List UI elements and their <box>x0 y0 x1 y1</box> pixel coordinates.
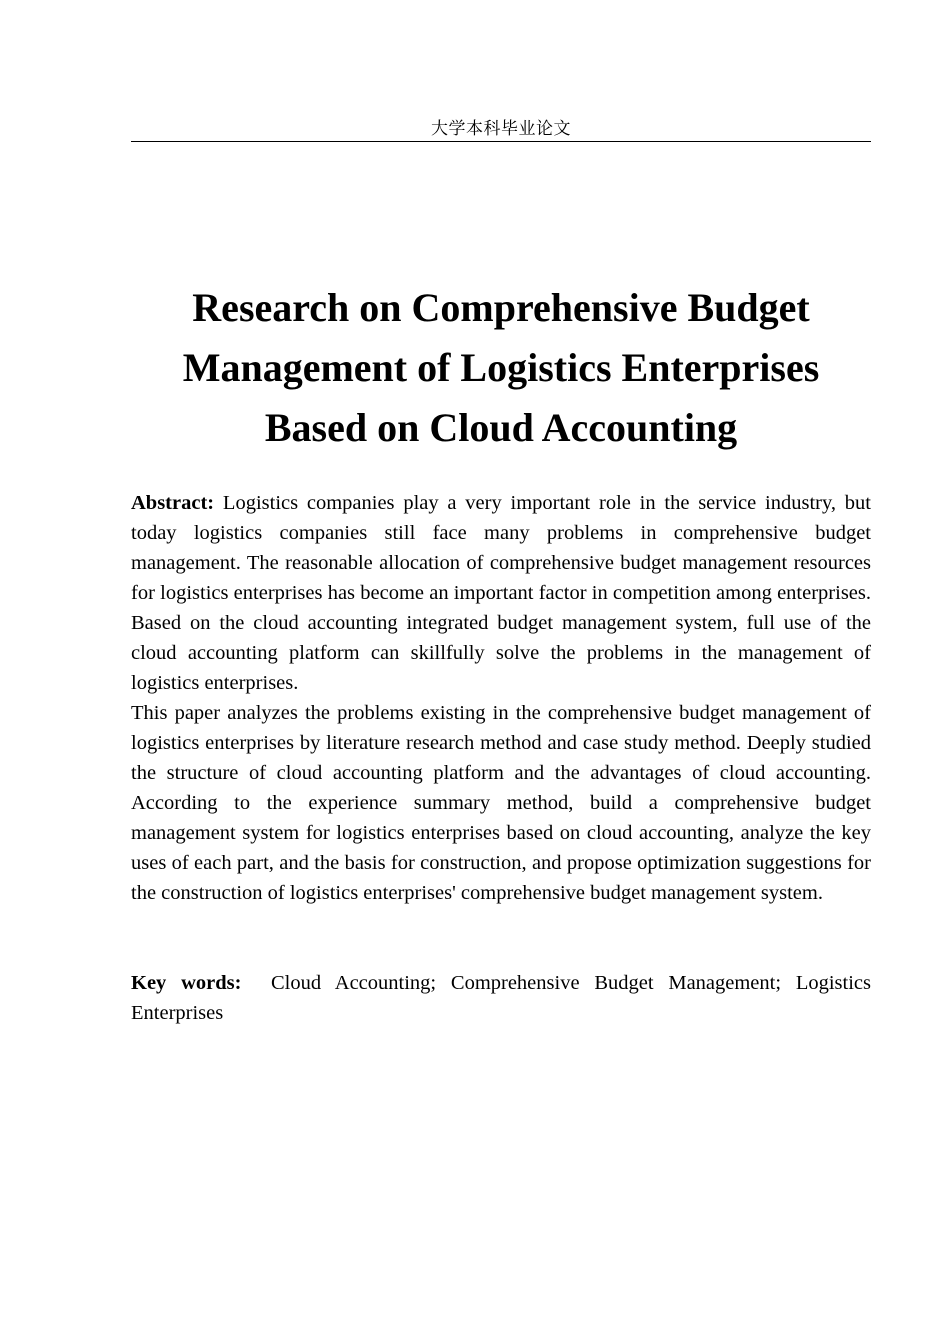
abstract-label: Abstract: <box>131 492 215 514</box>
keywords-section <box>131 968 871 1028</box>
abstract-paragraph-1 <box>131 488 871 698</box>
header-text: 大学本科毕业论文 <box>431 119 571 139</box>
keywords-text: Cloud Accounting; Comprehensive Budget Management; Logistics Enterprises <box>131 972 871 1024</box>
title-line-1: Research on Comprehensive Budget <box>192 285 810 330</box>
abstract-paragraph-2 <box>131 698 871 908</box>
abstract-text-2: This paper analyzes the problems existing in the comprehensive budget management of logistics enterprises by literature research method and case study method. Deeply studied the structure of cloud accounting platform and the advantages of cloud accounting. According to the experience summary method, build a comprehensive budget management system for logistics enterprises based on cloud accounting, analyze the key uses of each part, and the basis for construction, and propose optimization suggestions for the construction of logistics enterprises' comprehensive budget management system. <box>131 702 871 904</box>
abstract-section <box>131 488 871 908</box>
page-header <box>131 118 871 142</box>
paper-title <box>131 278 871 458</box>
abstract-text-1: Logistics companies play a very important role in the service industry, but today logistics companies still face many problems in comprehensive budget management. The reasonable allocation of comprehensive budget management resources for logistics enterprises has become an important factor in competition among enterprises. Based on the cloud accounting integrated budget management system, full use of the cloud accounting platform can skillfully solve the problems in the management of logistics enterprises. <box>131 492 872 694</box>
keywords-label: Key words: <box>131 972 242 994</box>
title-line-3: Based on Cloud Accounting <box>264 405 738 450</box>
title-line-2: Management of Logistics Enterprises <box>182 345 820 390</box>
